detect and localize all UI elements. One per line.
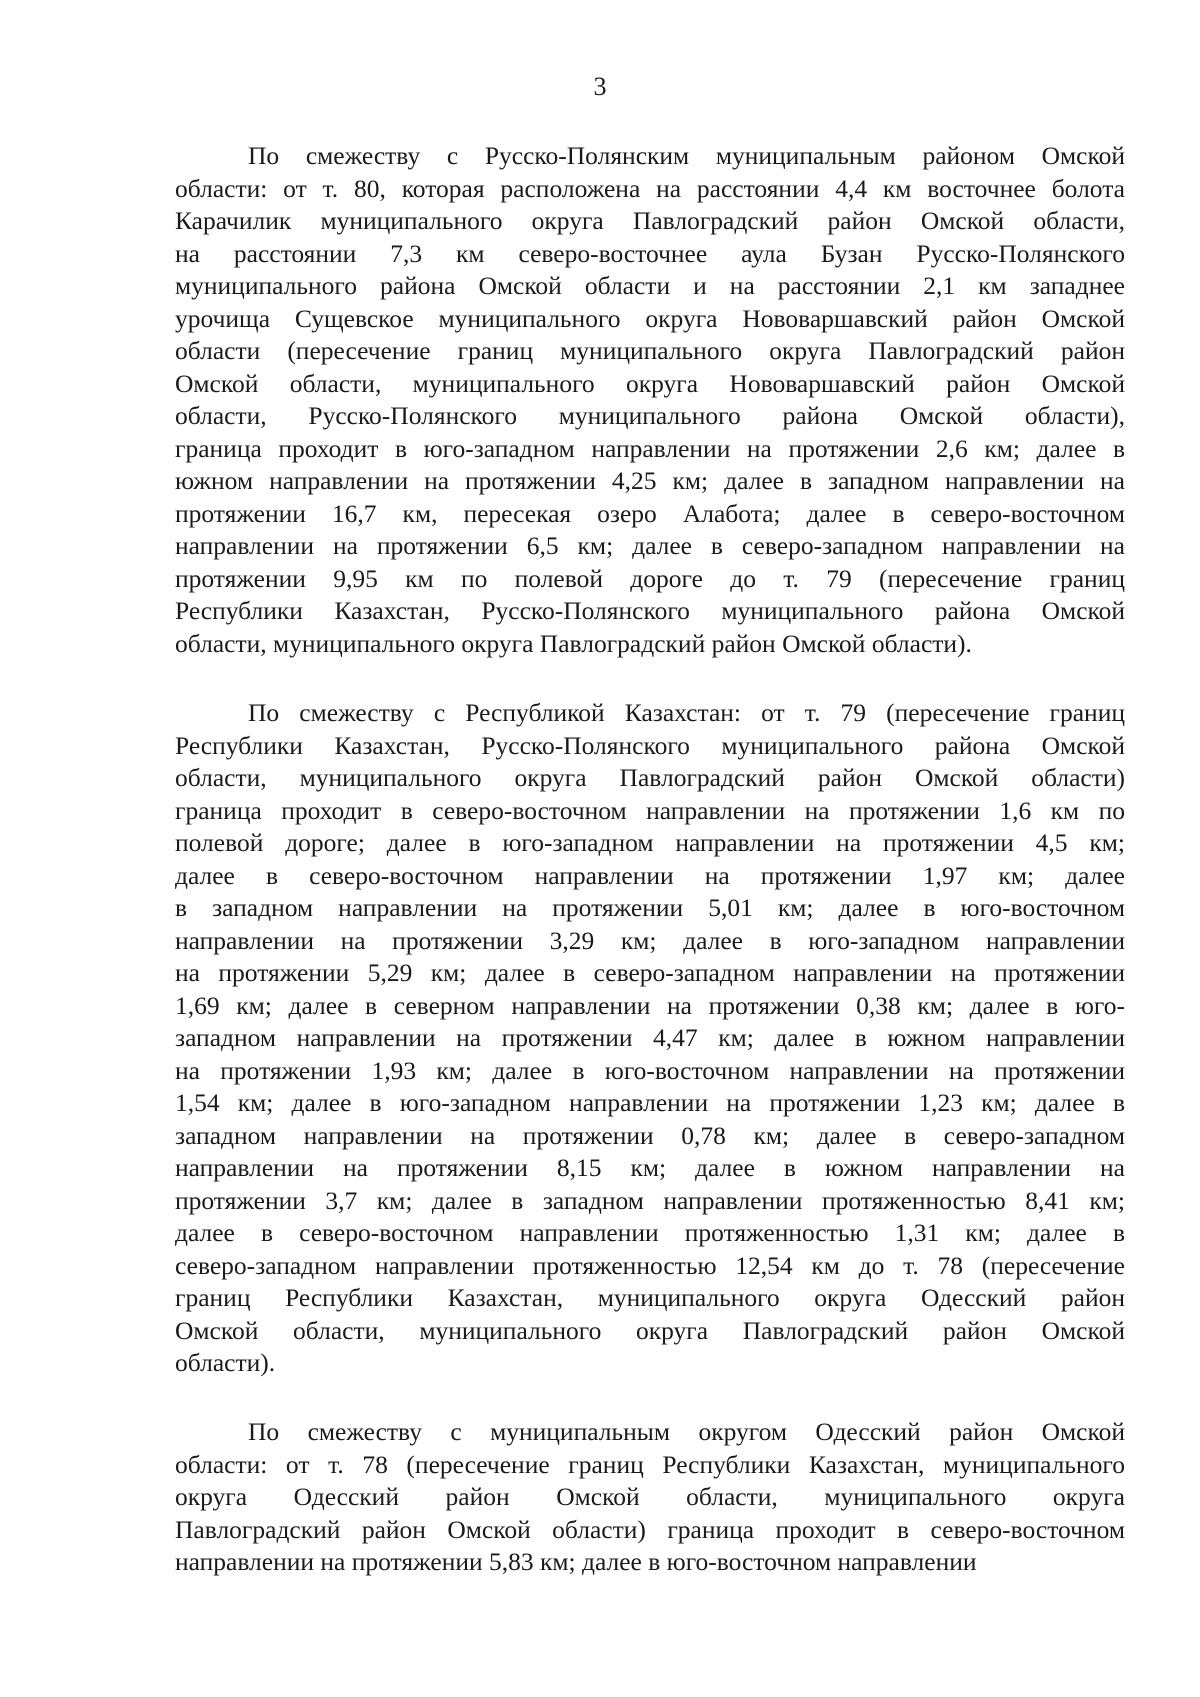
text-line: западном направлении на протяжении 4,47 км; далее в южном направлении xyxy=(175,1023,1125,1052)
text-line: протяжении 9,95 км по полевой дороге до т. 79 (пересечение границ xyxy=(175,563,1125,593)
text-line: южном направлении на протяжении 4,25 км; далее в западном направлении на xyxy=(175,466,1125,495)
text-line: округа Одесский район Омской области, муниципального округа xyxy=(175,1482,1125,1511)
text-line: граница проходит в юго-западном направлении на протяжении 2,6 км; далее в xyxy=(175,433,1125,463)
text-line: муниципального района Омской области и на расстоянии 2,1 км западнее xyxy=(175,271,1125,300)
text-line: области). xyxy=(175,1348,276,1377)
page-number: 3 xyxy=(593,72,607,101)
text-line: 1,54 км; далее в юго-западном направлении на протяжении 1,23 км; далее в xyxy=(175,1088,1125,1117)
text-line: области (пересечение границ муниципального округа Павлоградский район xyxy=(175,336,1125,365)
paragraph-odessky-border xyxy=(175,1416,1125,1579)
text-line: Республики Казахстан, Русско-Полянского муниципального района Омской xyxy=(175,730,1125,760)
text-line: протяжении 16,7 км, пересекая озеро Алабота; далее в северо-восточном xyxy=(175,498,1125,528)
text-line: далее в северо-восточном направлении на протяжении 1,97 км; далее xyxy=(175,860,1125,890)
text-line: на протяжении 1,93 км; далее в юго-восточном направлении на протяжении xyxy=(175,1055,1125,1085)
text-line: Павлоградский район Омской области) граница проходит в северо-восточном xyxy=(175,1514,1125,1544)
text-line: Карачилик муниципального округа Павлоградский район Омской области, xyxy=(175,206,1125,235)
text-line: направлении на протяжении 6,5 км; далее в северо-западном направлении на xyxy=(175,531,1125,560)
text-line: направлении на протяжении 5,83 км; далее в юго-восточном направлении xyxy=(175,1547,977,1576)
paragraph-kazakhstan-border xyxy=(175,697,1125,1380)
text-line: области, Русско-Полянского муниципального района Омской области), xyxy=(175,401,1125,430)
text-line: далее в северо-восточном направлении протяженностью 1,31 км; далее в xyxy=(175,1218,1125,1247)
text-line: западном направлении на протяжении 0,78 км; далее в северо-западном xyxy=(175,1120,1125,1150)
text-line: граница проходит в северо-восточном направлении на протяжении 1,6 км по xyxy=(175,795,1125,825)
text-line: Омской области, муниципального округа Павлоградский район Омской xyxy=(175,1315,1125,1345)
text-line: По смежеству с Русско-Полянским муниципальным районом Омской xyxy=(248,141,1125,170)
text-line: 1,69 км; далее в северном направлении на протяжении 0,38 км; далее в юго- xyxy=(175,990,1125,1020)
text-line: области, муниципального округа Павлоградский район Омской области) xyxy=(175,763,1125,792)
text-line: Омской области, муниципального округа Нововаршавский район Омской xyxy=(175,368,1125,398)
text-line: на протяжении 5,29 км; далее в северо-западном направлении на протяжении xyxy=(175,958,1125,987)
text-line: области: от т. 78 (пересечение границ Республики Казахстан, муниципального xyxy=(175,1449,1125,1479)
text-line: направлении на протяжении 3,29 км; далее в юго-западном направлении xyxy=(175,925,1125,955)
text-line: в западном направлении на протяжении 5,01 км; далее в юго-восточном xyxy=(175,893,1125,922)
text-line: области: от т. 80, которая расположена на расстоянии 4,4 км восточнее болота xyxy=(175,173,1125,203)
text-line: протяжении 3,7 км; далее в западном направлении протяженностью 8,41 км; xyxy=(175,1185,1125,1215)
paragraph-russko-polyansky-border xyxy=(175,140,1125,660)
text-line: направлении на протяжении 8,15 км; далее в южном направлении на xyxy=(175,1153,1125,1182)
text-line: По смежеству с муниципальным округом Одесский район Омской xyxy=(248,1417,1125,1446)
text-line: урочища Сущевское муниципального округа Нововаршавский район Омской xyxy=(175,303,1125,333)
text-line: области, муниципального округа Павлоградский район Омской области). xyxy=(175,628,972,658)
text-line: полевой дороге; далее в юго-западном направлении на протяжении 4,5 км; xyxy=(175,828,1125,857)
text-line: границ Республики Казахстан, муниципального округа Одесский район xyxy=(175,1283,1125,1312)
text-line: По смежеству с Республикой Казахстан: от т. 79 (пересечение границ xyxy=(248,698,1125,727)
text-line: северо-западном направлении протяженностью 12,54 км до т. 78 (пересечение xyxy=(175,1250,1125,1280)
text-line: Республики Казахстан, Русско-Полянского муниципального района Омской xyxy=(175,596,1125,625)
text-line: на расстоянии 7,3 км северо-восточнее аула Бузан Русско-Полянского xyxy=(175,238,1125,268)
